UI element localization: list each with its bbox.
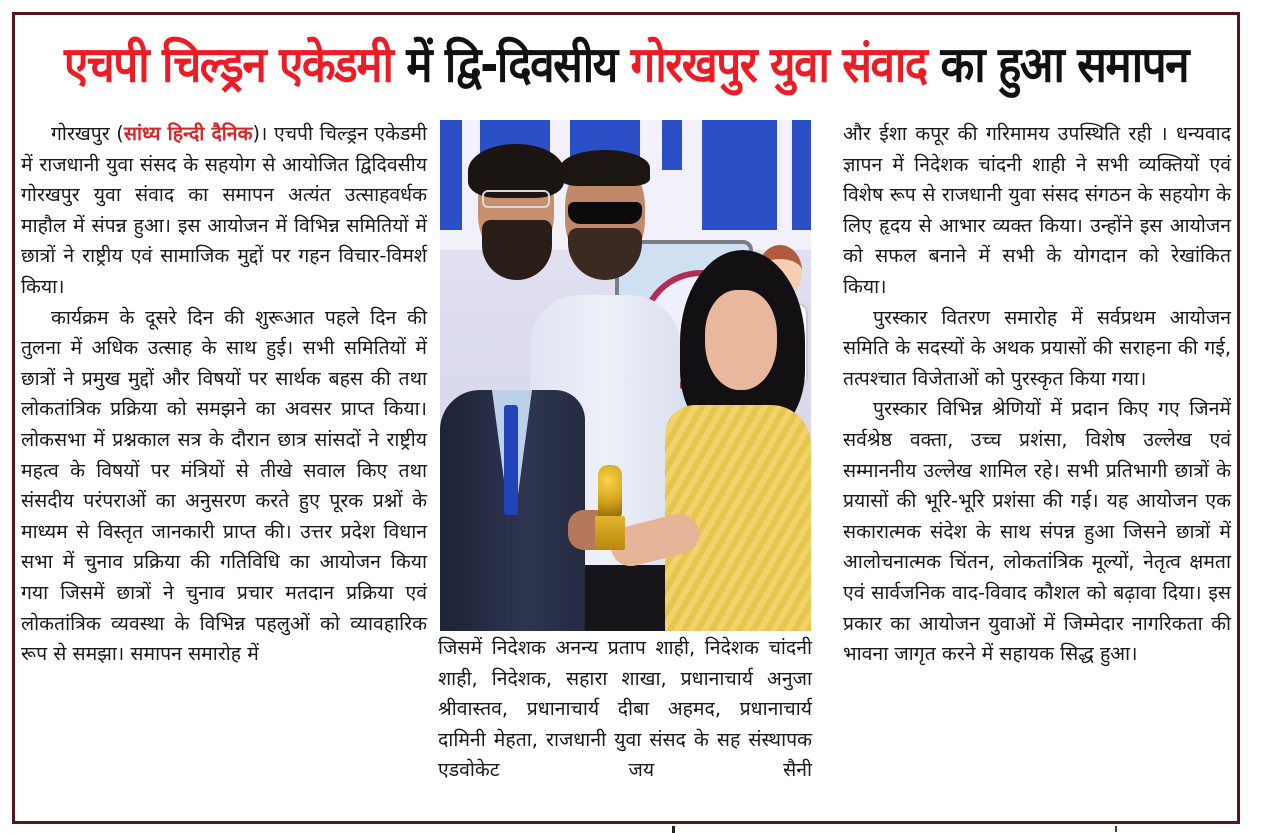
banner-letter-shape — [440, 120, 462, 230]
sunglasses-icon — [568, 202, 642, 224]
headline-part-black-1: में द्वि-दिवसीय — [392, 36, 631, 94]
trophy-base — [595, 516, 625, 550]
trophy-icon — [598, 465, 622, 517]
person-center-hair — [560, 150, 650, 186]
left-column — [21, 119, 427, 670]
person-left-beard — [482, 220, 552, 280]
dateline-place: गोरखपुर — [51, 122, 110, 145]
newspaper-clipping-frame — [12, 12, 1240, 824]
award-ceremony-photo — [440, 120, 811, 631]
caption-paragraph: जिसमें निदेशक अनन्य प्रताप शाही, निदेशक चांदनी शाही, निदेशक, सहारा शाखा, प्रधानाचार्य अनुजा श्रीवास्तव, प्रधानाचार्य दीबा अहमद, प्रधानाचार्य दामिनी मेहता, राजधानी युवा संसद के सह संस्थापक एडवोकेट जय सैनी — [438, 636, 812, 782]
article-paragraph-3: और ईशा कपूर की गरिमामय उपस्थिति रही । धन्यवाद ज्ञापन में निदेशक चांदनी शाही ने सभी व्यक्तियों एवं विशेष रूप से राजधानी युवा संसद संगठन के सहयोग के लिए हृदय से आभार व्यक्त किया। उन्होंने इस आयोजन को सफल बनाने में सभी के योगदान को रेखांकित किया। — [843, 122, 1231, 298]
page-edge-mark — [672, 826, 675, 833]
article-paragraph-5: पुरस्कार विभिन्न श्रेणियों में प्रदान किए गए जिनमें सर्वश्रेष्ठ वक्ता, उच्च प्रशंसा, विशेष उल्लेख एवं सम्माननीय उल्लेख शामिल रहे। सभी प्रतिभागी छात्रों के प्रयासों की भूरि-भूरि प्रशंसा की गई। यह आयोजन एक सकारात्मक संदेश के साथ संपन्न हुआ जिसने छात्रों में आलोचनात्मक चिंतन, लोकतांत्रिक मूल्यों, नेतृत्व क्षमता एवं सार्वजनिक वाद-विवाद कौशल को बढ़ावा दिया। इस प्रकार का आयोजन युवाओं में जिम्मेदार नागरिकता की भावना जागृत करने में सहायक सिद्ध हुआ। — [843, 397, 1231, 666]
article-paragraph-4: पुरस्कार वितरण समारोह में सर्वप्रथम आयोजन समिति के सदस्यों के अथक प्रयासों की सराहना की गई, तत्पश्चात विजेताओं को पुरस्कृत किया गया। — [843, 305, 1231, 390]
dateline-source: सांध्य हिन्दी दैनिक — [123, 122, 253, 145]
article-paragraph-1 — [21, 119, 427, 303]
paragraph-1-body: । एचपी चिल्ड्रन एकेडमी में राजधानी युवा संसद के सहयोग से आयोजित द्विदिवसीय गोरखपुर युवा संवाद का समापन अत्यंत उत्साहवर्धक माहौल में संपन्न हुआ। इस आयोजन में विभिन्न समितियों में छात्रों ने राष्ट्रीय एवं सामाजिक मुद्दों पर गहन विचार-विमर्श किया। — [21, 122, 427, 298]
page-edge-mark — [1115, 826, 1117, 832]
headline-part-red-2: गोरखपुर युवा संवाद — [630, 36, 927, 94]
person-right-face — [705, 290, 777, 390]
photo-caption-continuation — [438, 633, 812, 786]
banner-letter-shape — [662, 120, 682, 170]
dateline: गोरखपुर (सांध्य हिन्दी दैनिक) — [51, 122, 261, 145]
eyeglasses-icon — [482, 190, 550, 208]
article-paragraph-2: कार्यक्रम के दूसरे दिन की शुरूआत पहले दिन की तुलना में अधिक उत्साह के साथ हुई। सभी समितियों में छात्रों ने प्रमुख मुद्दों और विषयों पर सार्थक बहस की तथा लोकतांत्रिक प्रक्रिया को समझने का अवसर प्राप्त किया। लोकसभा में प्रश्नकाल सत्र के दौरान छात्र सांसदों ने राष्ट्रीय महत्व के विषयों पर मंत्रियों से तीखे सवाल किए तथा संसदीय परंपराओं का अनुसरण करते हुए पूरक प्रश्नों के माध्यम से विस्तृत जानकारी प्राप्त की। उत्तर प्रदेश विधान सभा में चुनाव प्रक्रिया की गतिविधि का आयोजन किया गया जिसमें छात्रों ने चुनाव प्रचार मतदान प्रक्रिया एवं लोकतांत्रिक व्यवस्था के विभिन्न पहलुओं को व्यावहारिक रूप से समझा। समापन समारोह में — [21, 305, 427, 666]
banner-letter-shape — [702, 120, 777, 230]
right-column — [843, 119, 1231, 670]
headline-part-black-2: का हुआ समापन — [926, 36, 1189, 94]
person-left-tie — [504, 405, 518, 515]
headline — [15, 21, 1237, 111]
banner-letter-shape — [792, 120, 811, 230]
headline-part-red-1: एचपी चिल्ड्रन एकेडमी — [63, 36, 393, 94]
